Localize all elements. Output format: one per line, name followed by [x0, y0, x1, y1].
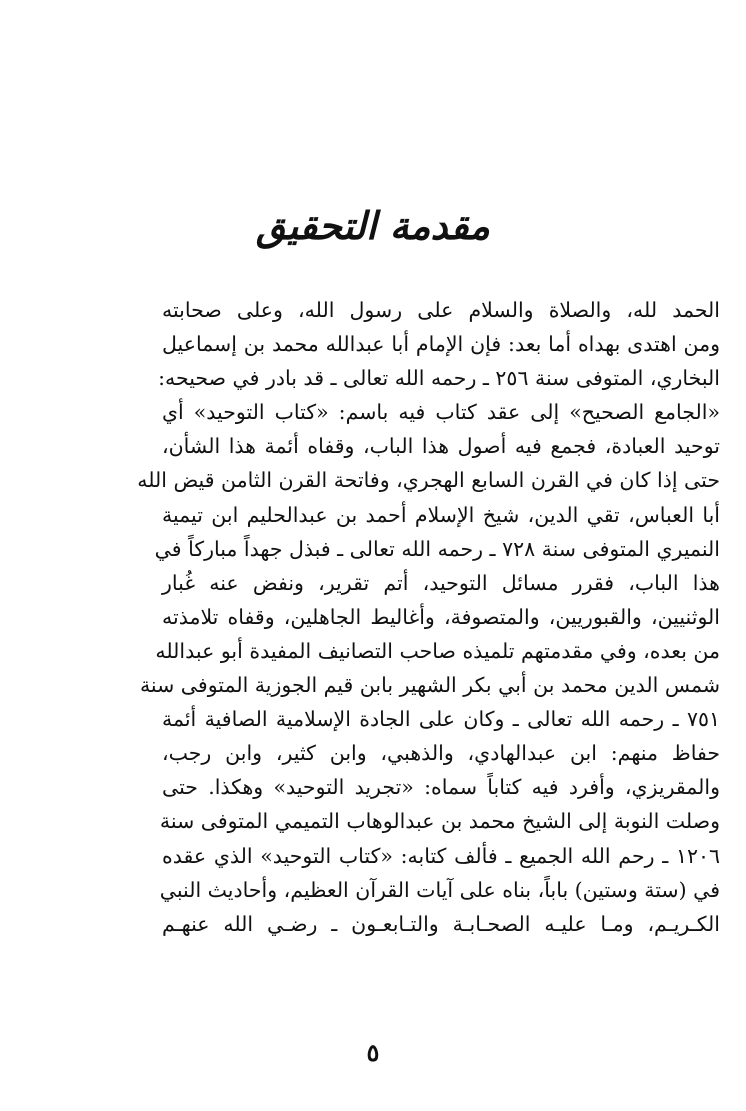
text-line: والمقريزي، وأفرد فيه كتاباً سماه: «تجريد التوحيد» وهكذا. حتى: [162, 775, 720, 800]
text-line: حفاظ منهم: ابن عبدالهادي، والذهبي، وابن كثير، وابن رجب،: [162, 741, 720, 766]
text-line: توحيد العبادة، فجمع فيه أصول هذا الباب، وقفاه أئمة هذا الشأن،: [162, 434, 720, 459]
section-heading: مقدمة التحقيق: [256, 204, 490, 248]
text-line: ٧٥١ ـ رحمه الله تعالى ـ وكان على الجادة الإسلامية الصافية أئمة: [162, 707, 720, 732]
text-line: هذا الباب، فقرر مسائل التوحيد، أتم تقرير، ونفض عنه غُبار: [162, 570, 720, 595]
text-line: في (ستة وستين) باباً، بناه على آيات القرآن العظيم، وأحاديث النبي: [159, 877, 720, 902]
text-line: ١٢٠٦ ـ رحم الله الجميع ـ فألف كتابه: «كتاب التوحيد» الذي عقده: [162, 843, 720, 868]
body-paragraph: [137, 293, 720, 941]
text-line: وصلت النوبة إلى الشيخ محمد بن عبدالوهاب التميمي المتوفى سنة: [159, 809, 720, 834]
text-line: البخاري، المتوفى سنة ٢٥٦ ـ رحمه الله تعالى ـ قد بادر في صحيحه:: [158, 366, 720, 391]
text-line: «الجامع الصحيح» إلى عقد كتاب فيه باسم: «كتاب التوحيد» أي: [162, 400, 720, 425]
text-line: من بعده، وفي مقدمتهم تلميذه صاحب التصانيف المفيدة أبو عبدالله: [155, 638, 720, 663]
text-line: أبا العباس، تقي الدين، شيخ الإسلام أحمد بن عبدالحليم ابن تيمية: [162, 502, 720, 527]
text-line: الكـريـم، ومـا عليـه الصحـابـة والتـابعـون ـ رضـي الله عنهـم: [162, 911, 720, 936]
page-number: ٥: [366, 1038, 380, 1067]
text-line: الحمد لله، والصلاة والسلام على رسول الله، وعلى صحابته: [162, 298, 720, 322]
text-line: حتى إذا كان في القرن السابع الهجري، وفاتحة القرن الثامن قيض الله: [137, 468, 720, 493]
text-line: ومن اهتدى بهداه أما بعد: فإن الإمام أبا عبدالله محمد بن إسماعيل: [162, 332, 720, 357]
text-line: النميري المتوفى سنة ٧٢٨ ـ رحمه الله تعالى ـ فبذل جهداً مباركاً في: [154, 536, 720, 561]
text-line: الوثنيين، والقبوريين، والمتصوفة، وأغاليط الجاهلين، وقفاه تلامذته: [162, 604, 720, 629]
text-line: شمس الدين محمد بن أبي بكر الشهير بابن قيم الجوزية المتوفى سنة: [139, 673, 720, 698]
